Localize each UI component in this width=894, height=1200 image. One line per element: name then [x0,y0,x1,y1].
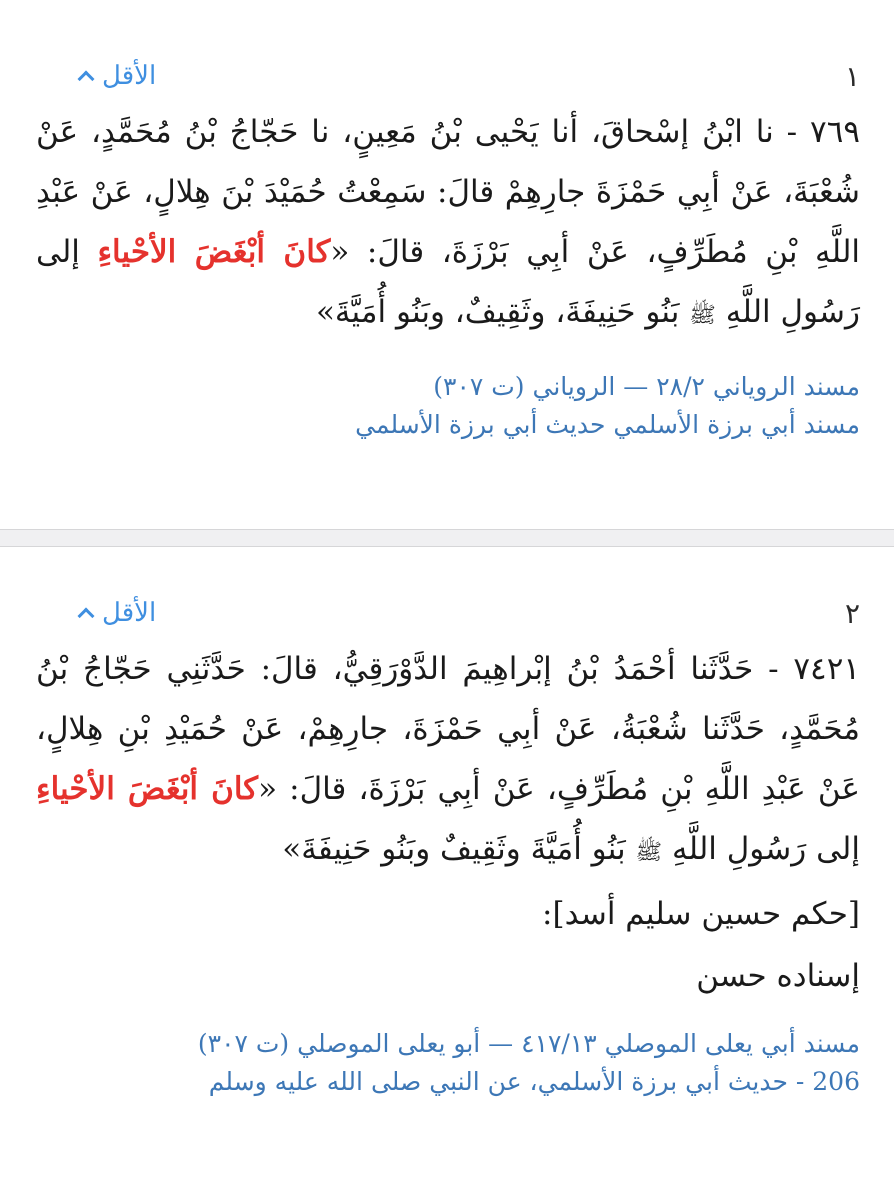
hadith-text [36,639,860,883]
grading-value: إسناده حسن [696,958,860,994]
show-less-toggle[interactable] [80,61,156,91]
highlighted-match: كانَ أبْغَضَ الأحْياءِ [97,234,331,270]
search-result-card-2 [0,546,894,1200]
hadith-text-part: بَنُو أُمَيَّةَ وثَقِيفٌ وبَنُو حَنِيفَةَ» [282,831,636,867]
result-header [36,56,860,96]
result-number: ١ [844,59,860,93]
source-book-link[interactable]: مسند أبي يعلى الموصلي ٤١٧/١٣ — أبو يعلى الموصلي (ت ٣٠٧) [197,1029,860,1058]
chevron-up-icon [78,608,95,625]
source-chapter-link[interactable]: 206 - حديث أبي برزة الأسلمي، عن النبي صلى الله عليه وسلم [208,1067,860,1096]
hadith-text [36,102,860,346]
hadith-text-part: بَنُو حَنِيفَةَ، وثَقِيفٌ، وبَنُو أُمَيَّةَ» [315,294,690,330]
grading-label: [حكم حسين سليم أسد]: [542,896,860,932]
chevron-up-icon [78,71,95,88]
hadith-text-part: ٧٤٢١ - حَدَّثَنا أحْمَدُ بْنُ إبْراهِيمَ الدَّوْرَقِيُّ، قالَ: حَدَّثَنِي حَجّاجُ بْنُ مُحَمَّدٍ، حَدَّثَنا شُعْبَةُ، عَنْ أبِي حَمْزَةَ، جارِهِمْ، عَنْ حُمَيْدِ بْنِ هِلالٍ، عَنْ عَبْدِ اللَّهِ بْنِ مُطَرِّفٍ، عَنْ أبِي بَرْزَةَ، قالَ: « [36,651,860,807]
result-number: ٢ [844,596,860,630]
hadith-text-part: ٧٦٩ - نا ابْنُ إسْحاقَ، أنا يَحْيى بْنُ مَعِينٍ، نا حَجّاجُ بْنُ مُحَمَّدٍ، عَنْ شُعْبَةَ، عَنْ أبِي حَمْزَةَ جارِهِمْ قالَ: سَمِعْتُ حُمَيْدَ بْنَ هِلالٍ، عَنْ عَبْدِ اللَّهِ بْنِ مُطَرِّفٍ، عَنْ أبِي بَرْزَةَ، قالَ: « [36,114,860,270]
highlighted-match: كانَ أبْغَضَ الأحْياءِ [36,771,259,807]
source-chapter-link[interactable]: مسند أبي برزة الأسلمي حديث أبي برزة الأسلمي [355,410,860,439]
search-result-card-1 [0,0,894,530]
source-reference [36,368,860,444]
hadith-text-part: إلى رَسُولِ اللَّهِ [36,234,860,330]
source-book-link[interactable]: مسند الروياني ٢٨/٢ — الروياني (ت ٣٠٧) [433,372,860,401]
salawat-glyph: ﷺ [689,303,716,328]
show-less-label: الأقل [102,598,157,628]
show-less-label: الأقل [102,61,157,91]
salawat-glyph: ﷺ [635,840,663,865]
result-header [36,593,860,633]
source-reference [36,1025,860,1101]
hadith-text-part: إلى رَسُولِ اللَّهِ [662,831,860,867]
show-less-toggle[interactable] [80,598,156,628]
